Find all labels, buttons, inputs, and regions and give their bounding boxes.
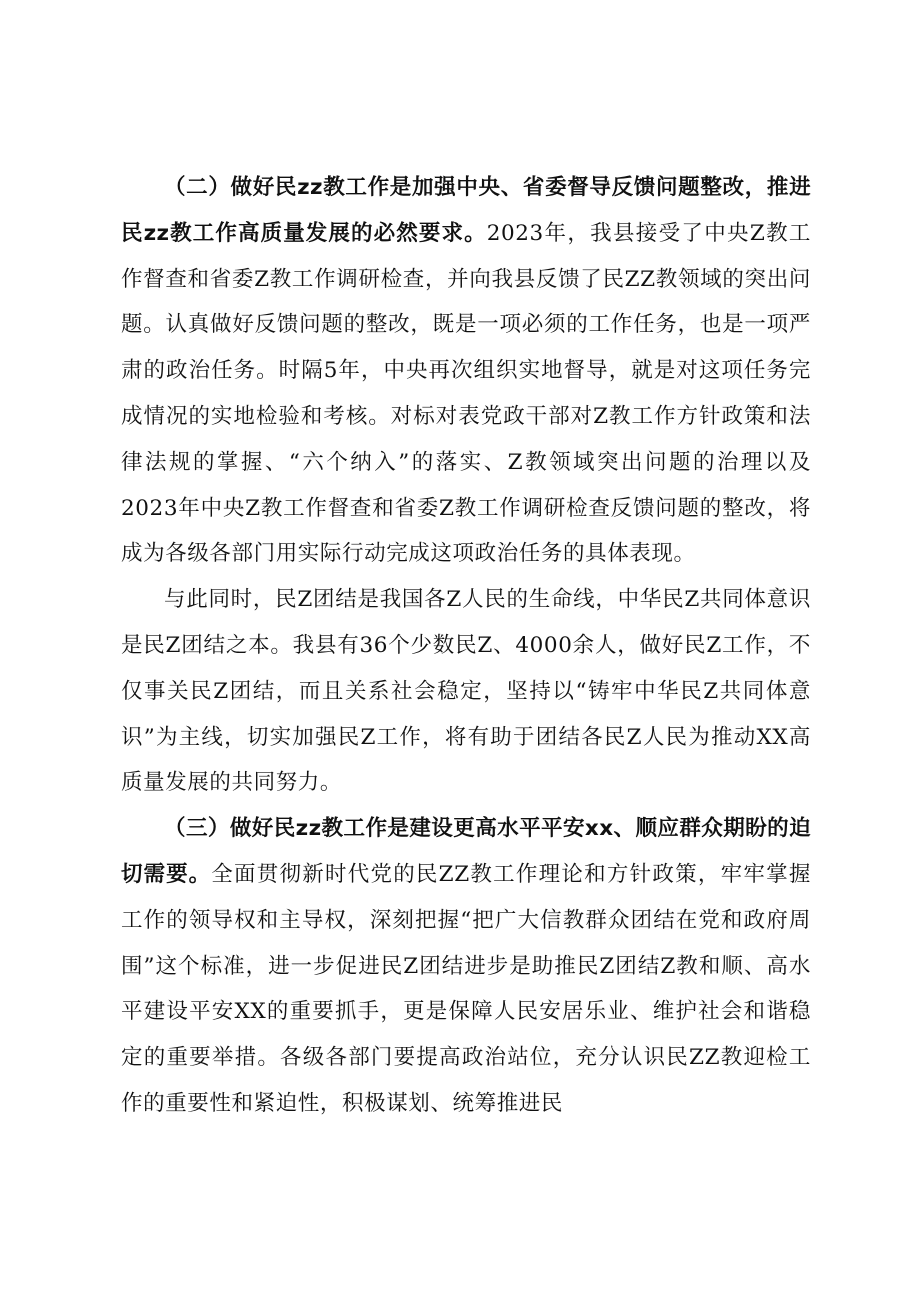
document-body — [121, 165, 811, 1127]
section-heading-2: （二）做好民zz教工作是加强中央、省委督导反馈问题整改，推进民zz教工作高质量发展的必然要求。 — [121, 175, 811, 246]
section-heading-3: （三）做好民zz教工作是建设更高水平平安xx、顺应群众期盼的迫切需要。 — [121, 816, 811, 887]
paragraph-2 — [121, 165, 811, 577]
paragraph-ethnic-unity — [121, 577, 811, 806]
paragraph-3 — [121, 806, 811, 1127]
paragraph-text: 2023年，我县接受了中央Z教工作督查和省委Z教工作调研检查，并向我县反馈了民ZZ教领域的突出问题。认真做好反馈问题的整改，既是一项必须的工作任务，也是一项严肃的政治任务。时隔5年，中央再次组织实地督导，就是对这项任务完成情况的实地检验和考核。对标对表党政干部对Z教工作方针政策和法律法规的掌握、“六个纳入”的落实、Z教领域突出问题的治理以及2023年中央Z教工作督查和省委Z教工作调研检查反馈问题的整改，将成为各级各部门用实际行动完成这项政治任务的具体表现。 — [121, 220, 811, 567]
paragraph-text: 全面贯彻新时代党的民ZZ教工作理论和方针政策，牢牢掌握工作的领导权和主导权，深刻把握“把广大信教群众团结在党和政府周围”这个标准，进一步促进民Z团结进步是助推民Z团结Z教和顺、高水平建设平安XX的重要抓手，更是保障人民安居乐业、维护社会和谐稳定的重要举措。各级各部门要提高政治站位，充分认识民ZZ教迎检工作的重要性和紧迫性，积极谋划、统筹推进民 — [121, 861, 811, 1116]
paragraph-text: 与此同时，民Z团结是我国各Z人民的生命线，中华民Z共同体意识是民Z团结之本。我县有36个少数民Z、4000余人，做好民Z工作，不仅事关民Z团结，而且关系社会稳定，坚持以“铸牢中华民Z共同体意识”为主线，切实加强民Z工作，将有助于团结各民Z人民为推动XX高质量发展的共同努力。 — [121, 587, 811, 796]
